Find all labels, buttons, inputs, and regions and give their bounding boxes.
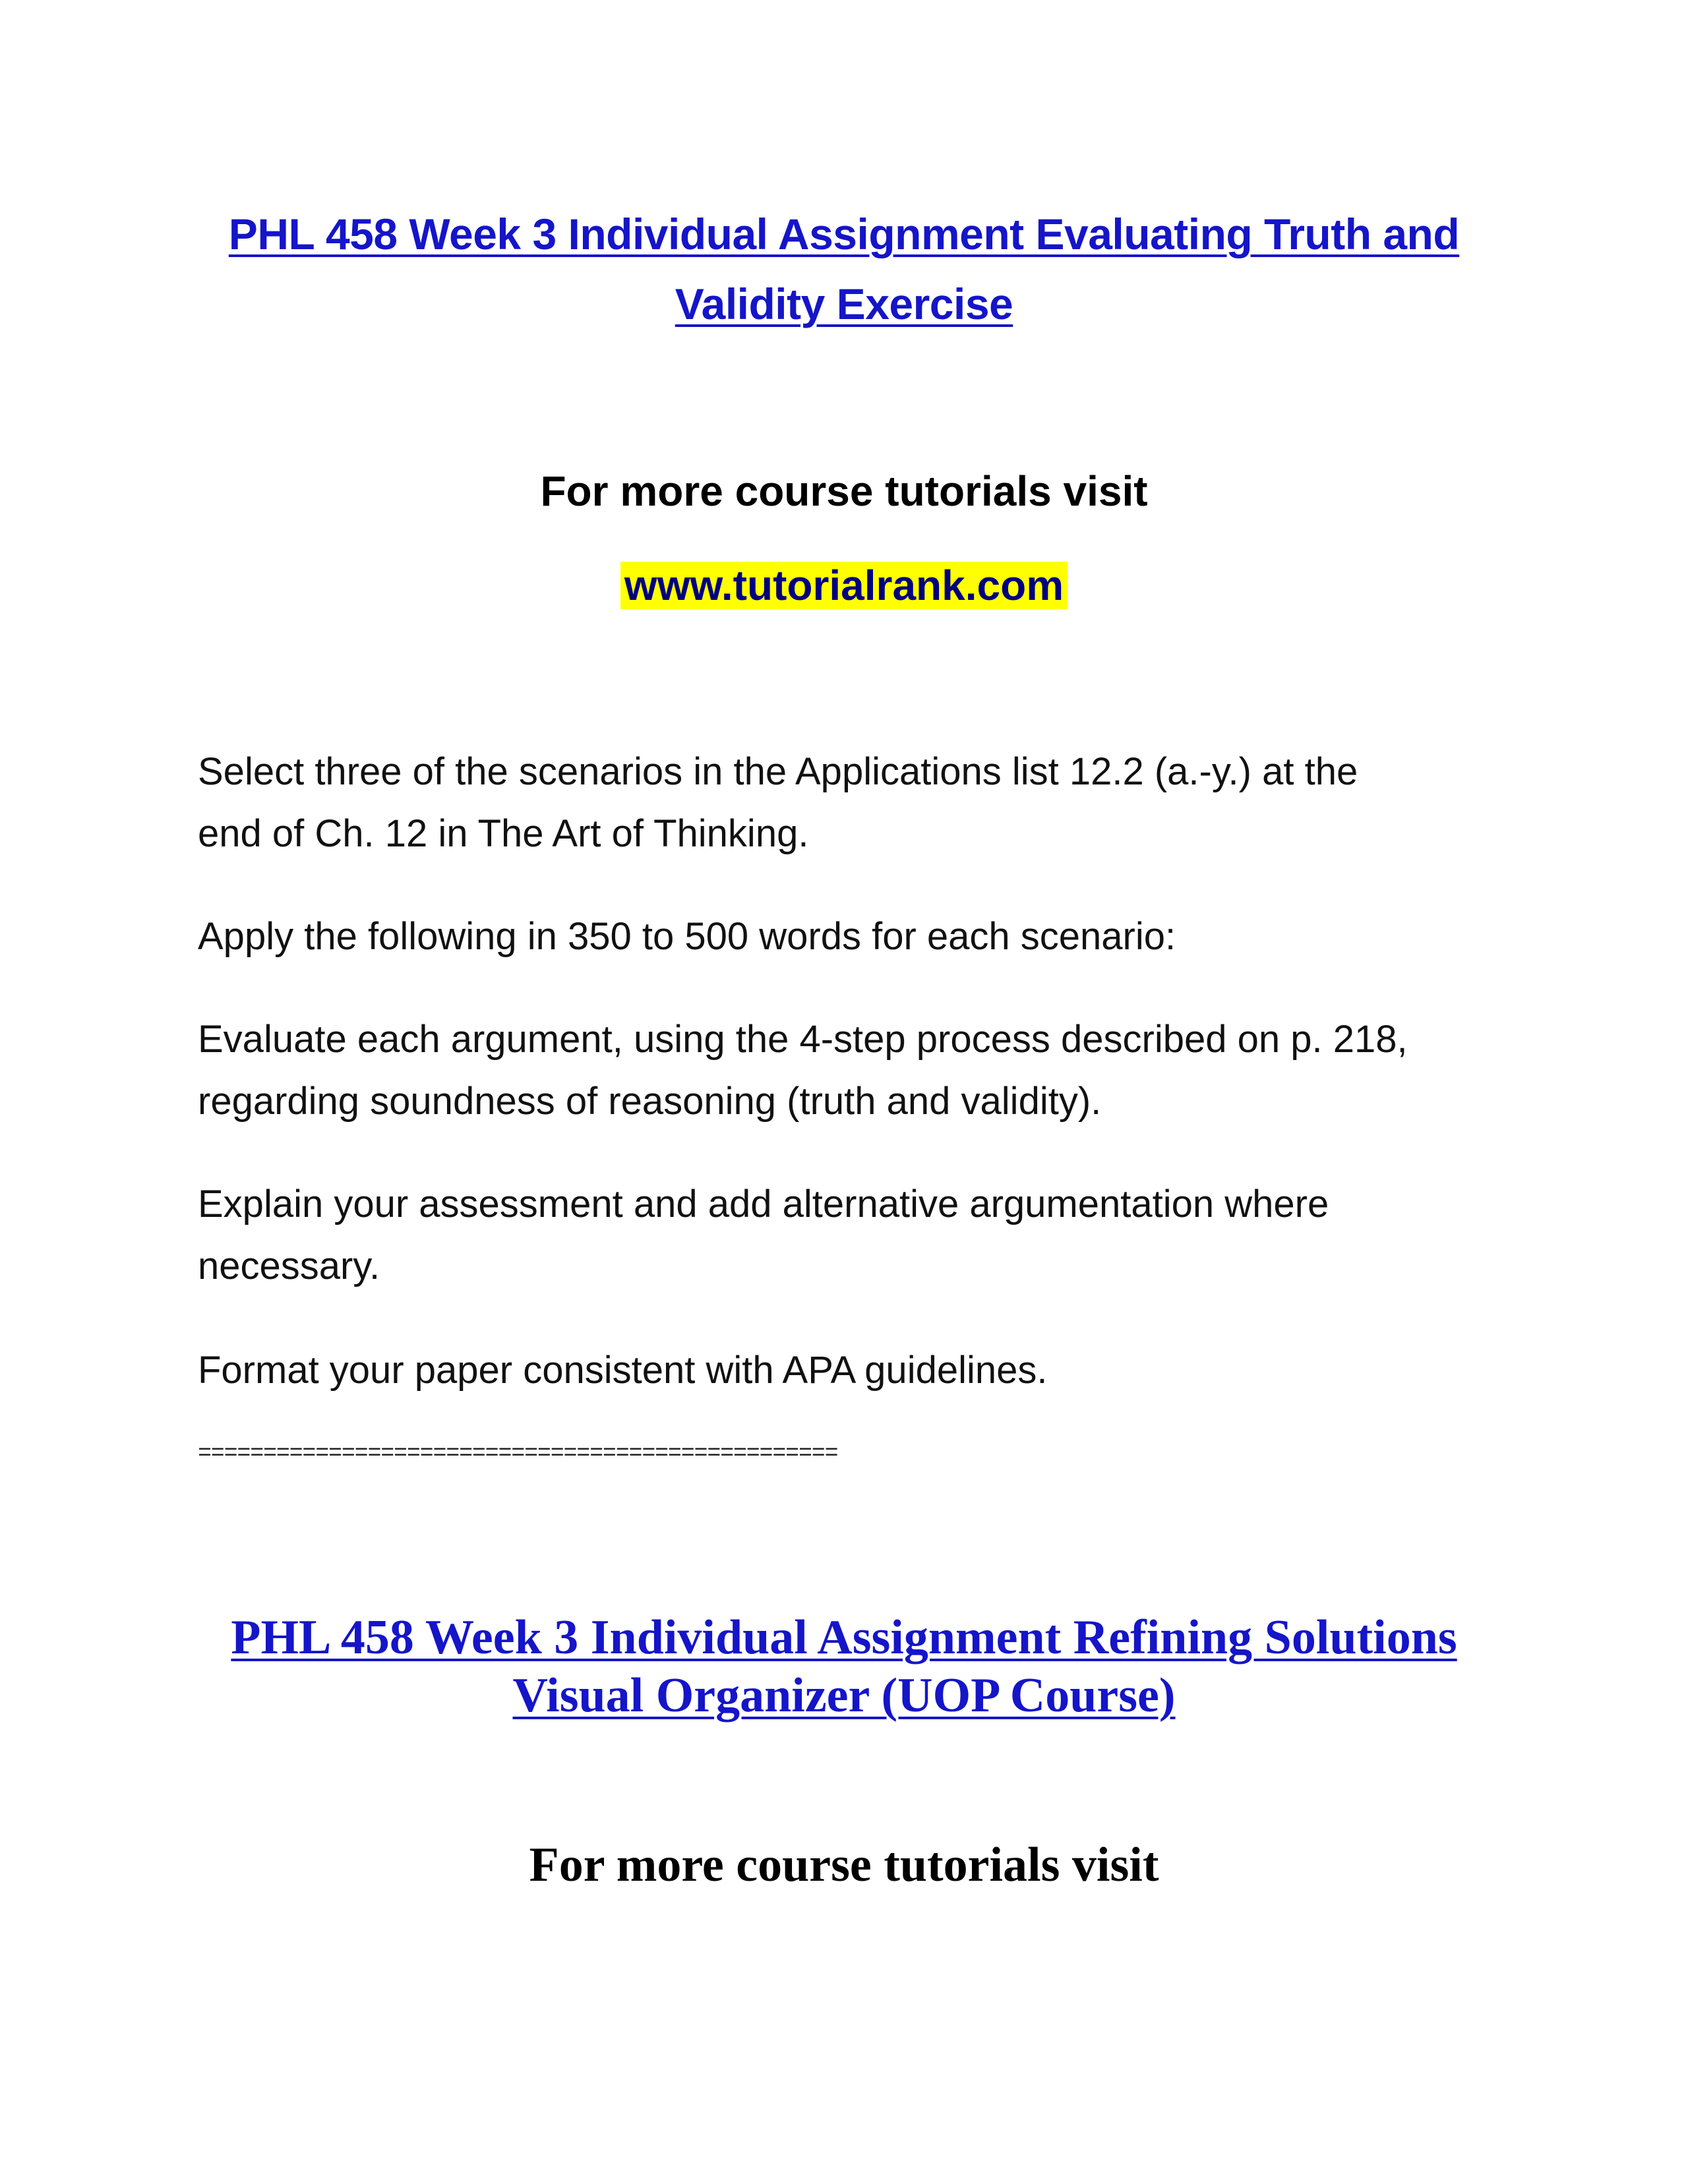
paragraph-select-scenarios [198,741,1490,865]
section1-title-line2: Validity Exercise [675,280,1013,328]
section2-title-line2: Visual Organizer (UOP Course) [512,1668,1176,1723]
paragraph-line: necessary. [198,1245,380,1287]
paragraph-line: Explain your assessment and add alternative argumentation where [198,1183,1329,1225]
section2-title-link[interactable] [231,1610,1457,1723]
section1-title-link[interactable] [229,210,1459,328]
section1-url-line [198,555,1490,616]
section2-title-line1: PHL 458 Week 3 Individual Assignment Refining Solutions [231,1610,1457,1665]
paragraph-line: Apply the following in 350 to 500 words for each scenario: [198,915,1176,958]
paragraph-line: regarding soundness of reasoning (truth and validity). [198,1080,1102,1123]
section1-title-line1: PHL 458 Week 3 Individual Assignment Evaluating Truth and [228,210,1460,258]
paragraph-explain-assessment [198,1173,1490,1297]
tutorialrank-url-link[interactable]: www.tutorialrank.com [620,562,1068,609]
paragraph-line: Format your paper consistent with APA guidelines. [198,1349,1048,1392]
paragraph-format-apa [198,1340,1490,1402]
section-divider: ================================================= [198,1440,838,1467]
section2-tutorials-visit: For more course tutorials visit [529,1838,1159,1892]
paragraph-line: Select three of the scenarios in the Applications list 12.2 (a.-y.) at the [198,750,1358,793]
paragraph-line: end of Ch. 12 in The Art of Thinking. [198,812,809,855]
paragraph-evaluate-argument [198,1009,1490,1133]
section1-title [198,199,1490,339]
section2-title [198,1608,1490,1725]
section1-tutorials-visit: For more course tutorials visit [540,467,1148,515]
paragraph-line: Evaluate each argument, using the 4-step process described on p. 218, [198,1018,1408,1061]
paragraph-apply-words [198,906,1490,968]
